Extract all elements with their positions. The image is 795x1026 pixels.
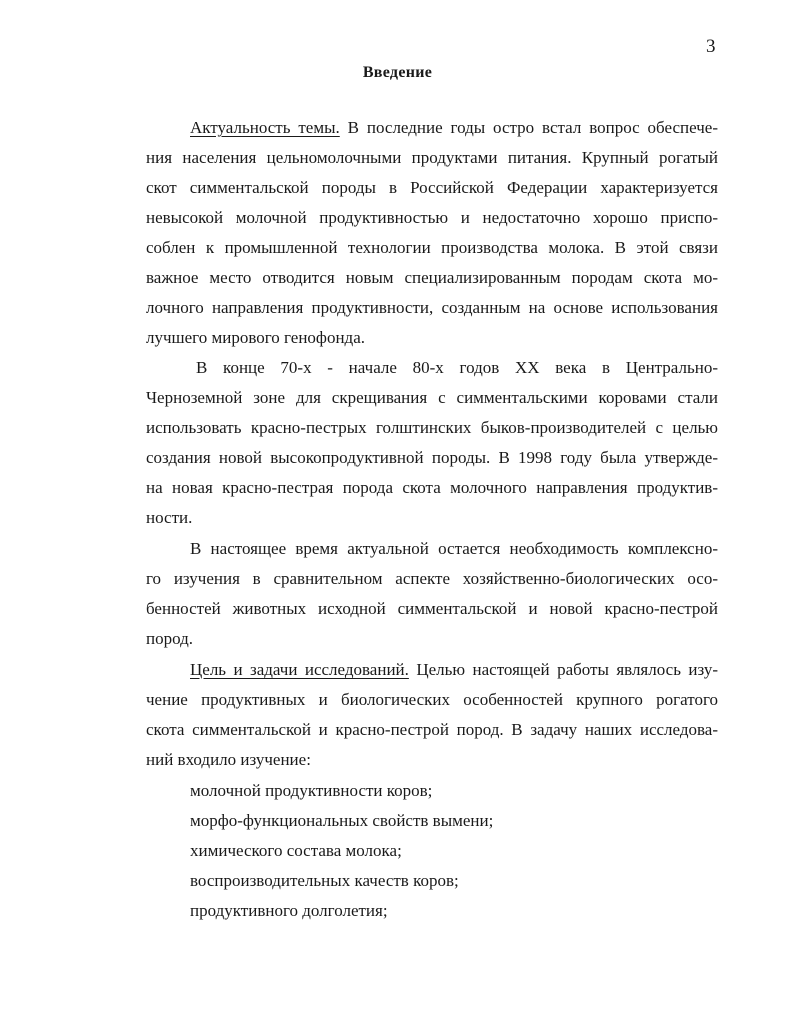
paragraph-1-line-7: лочного направления продуктивности, созданным на основе использования: [146, 298, 718, 317]
paragraph-2-line-2: Черноземной зоне для скрещивания с симментальскими коровами стали: [146, 388, 718, 407]
topic-relevance-label: Актуальность темы.: [190, 118, 340, 137]
paragraph-4-line-1: Цель и задачи исследований. Целью настоящей работы являлось изу-: [190, 660, 718, 679]
list-item: химического состава молока;: [190, 841, 402, 860]
paragraph-1-line-4: невысокой молочной продуктивностью и недостаточно хорошо приспо-: [146, 208, 718, 227]
paragraph-4-line-4: ний входило изучение:: [146, 750, 311, 769]
list-item: воспроизводительных качеств коров;: [190, 871, 459, 890]
paragraph-3-line-2: го изучения в сравнительном аспекте хозяйственно-биологических осо-: [146, 569, 718, 588]
paragraph-1-line-6: важное место отводится новым специализированным породам скота мо-: [146, 268, 718, 287]
goals-label: Цель и задачи исследований.: [190, 660, 409, 679]
paragraph-1-line-8: лучшего мирового генофонда.: [146, 328, 365, 347]
paragraph-1-line-3: скот симментальской породы в Российской Федерации характеризуется: [146, 178, 718, 197]
paragraph-2-line-4: создания новой высокопродуктивной породы. В 1998 году была утвержде-: [146, 448, 718, 467]
paragraph-1-line-5: соблен к промышленной технологии производства молока. В этой связи: [146, 238, 718, 257]
paragraph-1-line-2: ния населения цельномолочными продуктами питания. Крупный рогатый: [146, 148, 718, 167]
section-heading: Введение: [362, 64, 433, 81]
paragraph-3-line-1: В настоящее время актуальной остается необходимость комплексно-: [190, 539, 718, 558]
page-number: 3: [706, 36, 716, 57]
list-item: продуктивного долголетия;: [190, 901, 388, 920]
paragraph-3-line-4: пород.: [146, 629, 194, 648]
paragraph-4-line-3: скота симментальской и красно-пестрой пород. В задачу наших исследова-: [146, 720, 718, 739]
list-item: морфо-функциональных свойств вымени;: [190, 811, 494, 830]
paragraph-2-line-3: использовать красно-пестрых голштинских быков-производителей с целью: [146, 418, 718, 437]
paragraph-4-line-2: чение продуктивных и биологических особенностей крупного рогатого: [146, 690, 718, 709]
paragraph-2-line-6: ности.: [146, 508, 193, 527]
paragraph-2-line-5: на новая красно-пестрая порода скота молочного направления продуктив-: [146, 478, 718, 497]
paragraph-2-line-1: В конце 70-х - начале 80-х годов XX века в Центрально-: [196, 358, 718, 377]
paragraph-3-line-3: бенностей животных исходной симментальской и новой красно-пестрой: [146, 599, 718, 618]
list-item: молочной продуктивности коров;: [190, 781, 433, 800]
paragraph-1-line-1: Актуальность темы. В последние годы остро встал вопрос обеспече-: [190, 118, 718, 137]
